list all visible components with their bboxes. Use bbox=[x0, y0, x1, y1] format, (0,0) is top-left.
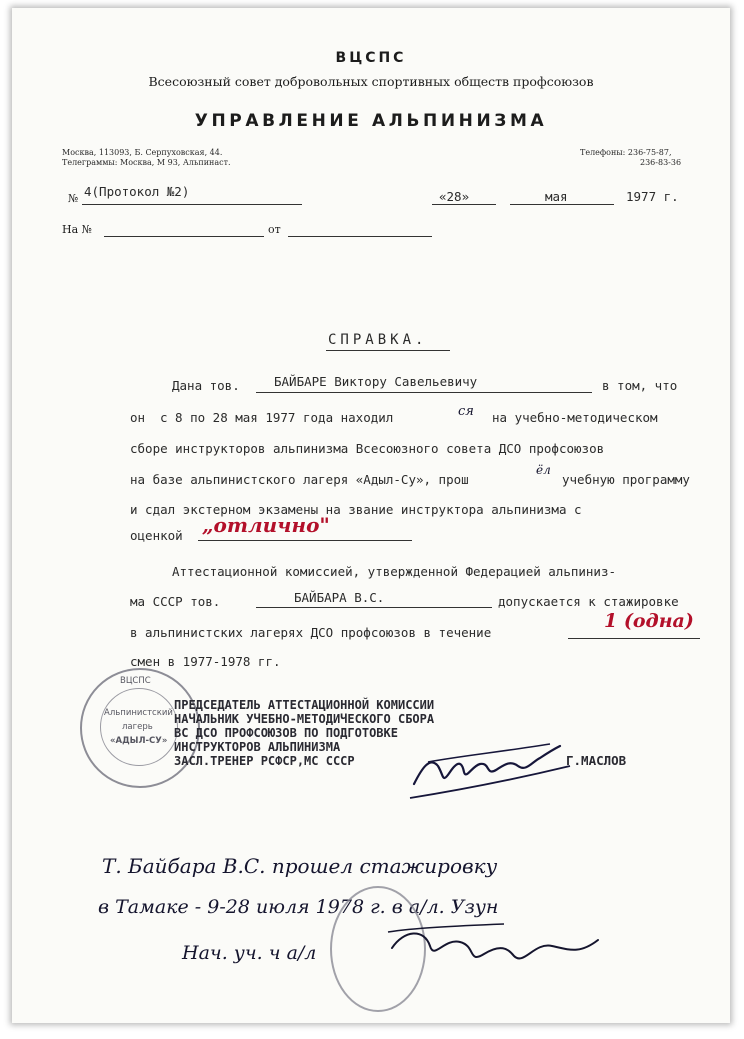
number-label: № bbox=[68, 192, 79, 205]
count-line bbox=[568, 638, 700, 639]
document-sheet bbox=[12, 8, 730, 1023]
signature-line-5: ЗАСЛ.ТРЕНЕР РСФСР,МС СССР bbox=[174, 754, 355, 768]
stamp-line-3: «АДЫЛ-СУ» bbox=[110, 736, 168, 746]
handwritten-suffix-1: ся bbox=[458, 404, 474, 419]
body-line-5: и сдал экстерном экзамены на звание инструктора альпинизма с bbox=[130, 502, 582, 517]
body-line-4-end: учебную программу bbox=[562, 472, 690, 487]
org-abbreviation: ВЦСПС bbox=[335, 50, 407, 66]
signature-line-4: ИНСТРУКТОРОВ АЛЬПИНИЗМА bbox=[174, 740, 341, 754]
handwritten-grade: „отлично" bbox=[202, 513, 330, 537]
certificate-title: СПРАВКА. bbox=[328, 332, 428, 348]
body-line-6-start: оценкой bbox=[130, 528, 183, 543]
date-year: 1977 г. bbox=[626, 189, 679, 204]
address-line-2: Телеграммы: Москва, М 93, Альпинаст. bbox=[62, 158, 231, 167]
body-line-4-start: на базе альпинистского лагеря «Адыл-Су», прош bbox=[130, 472, 469, 487]
handwritten-signature-1 bbox=[400, 732, 576, 802]
phones-line-2: 236-83-36 bbox=[640, 158, 682, 167]
certificate-title-underline bbox=[326, 350, 450, 351]
body-line-7: Аттестационной комиссией, утвержденной Федерацией альпиниз- bbox=[172, 564, 617, 579]
handwritten-note-line-1: Т. Байбара В.С. прошел стажировку bbox=[102, 854, 498, 878]
signatory-name: Г.МАСЛОВ bbox=[566, 753, 627, 768]
handwritten-signature-2 bbox=[384, 918, 624, 978]
handwritten-suffix-2: ёл bbox=[536, 463, 551, 477]
handwritten-note-line-3: Нач. уч. ч а/л bbox=[182, 942, 317, 964]
grade-line bbox=[198, 540, 412, 541]
from-label: от bbox=[268, 223, 281, 236]
phones-line-1: Телефоны: 236-75-87, bbox=[580, 148, 672, 157]
org-full-name: Всесоюзный совет добровольных спортивных обществ профсоюзов bbox=[148, 74, 594, 89]
date-month-line bbox=[510, 204, 614, 205]
recipient-name: БАЙБАРЕ Виктору Савельевичу bbox=[274, 374, 478, 389]
signature-line-1: ПРЕДСЕДАТЕЛЬ АТТЕСТАЦИОННОЙ КОМИССИИ bbox=[174, 698, 435, 712]
body-line-8-end: допускается к стажировке bbox=[498, 594, 679, 609]
date-month: мая bbox=[545, 189, 568, 204]
handwritten-note-line-2: в Тамаке - 9-28 июля 1978 г. в а/л. Узун bbox=[98, 896, 499, 918]
body-line-1-start: Дана тов. bbox=[172, 378, 240, 393]
signature-line-3: ВС ДСО ПРОФСОЮЗОВ ПО ПОДГОТОВКЕ bbox=[174, 726, 398, 740]
body-line-10: смен в 1977-1978 гг. bbox=[130, 654, 281, 669]
body-line-3: сборе инструкторов альпинизма Всесоюзного совета ДСО профсоюзов bbox=[130, 441, 605, 456]
stamp-line-2: лагерь bbox=[122, 722, 153, 732]
on-number-label: На № bbox=[62, 223, 93, 236]
signature-line-2: НАЧАЛЬНИК УЧЕБНО-МЕТОДИЧЕСКОГО СБОРА bbox=[174, 712, 435, 726]
number-underline bbox=[82, 204, 302, 205]
address-line-1: Москва, 113093, Б. Серпуховская, 44. bbox=[62, 148, 223, 157]
body-line-8-start: ма СССР тов. bbox=[130, 594, 221, 609]
date-day-line bbox=[432, 204, 496, 205]
on-number-line bbox=[104, 236, 264, 237]
stamp-line-1: Альпинистский bbox=[104, 708, 173, 718]
admitted-name: БАЙБАРА В.С. bbox=[294, 590, 385, 605]
body-line-9-start: в альпинистских лагерях ДСО профсоюзов в течение bbox=[130, 625, 492, 640]
date-day: «28» bbox=[439, 189, 470, 204]
body-line-2-end: на учебно-методическом bbox=[492, 410, 658, 425]
handwritten-count: 1 (одна) bbox=[604, 610, 694, 632]
body-line-2-mid: с 8 по 28 мая 1977 года находил bbox=[160, 410, 394, 425]
number-value: 4(Протокол №2) bbox=[84, 184, 190, 199]
body-line-2-start: он bbox=[130, 410, 146, 425]
stamp-top-text: ВЦСПС bbox=[120, 676, 151, 686]
from-line bbox=[288, 236, 432, 237]
admitted-name-line bbox=[256, 607, 492, 608]
department-title: УПРАВЛЕНИЕ АЛЬПИНИЗМА bbox=[194, 111, 548, 131]
body-line-1-end: в том, что bbox=[602, 378, 678, 393]
recipient-name-line bbox=[256, 392, 592, 393]
